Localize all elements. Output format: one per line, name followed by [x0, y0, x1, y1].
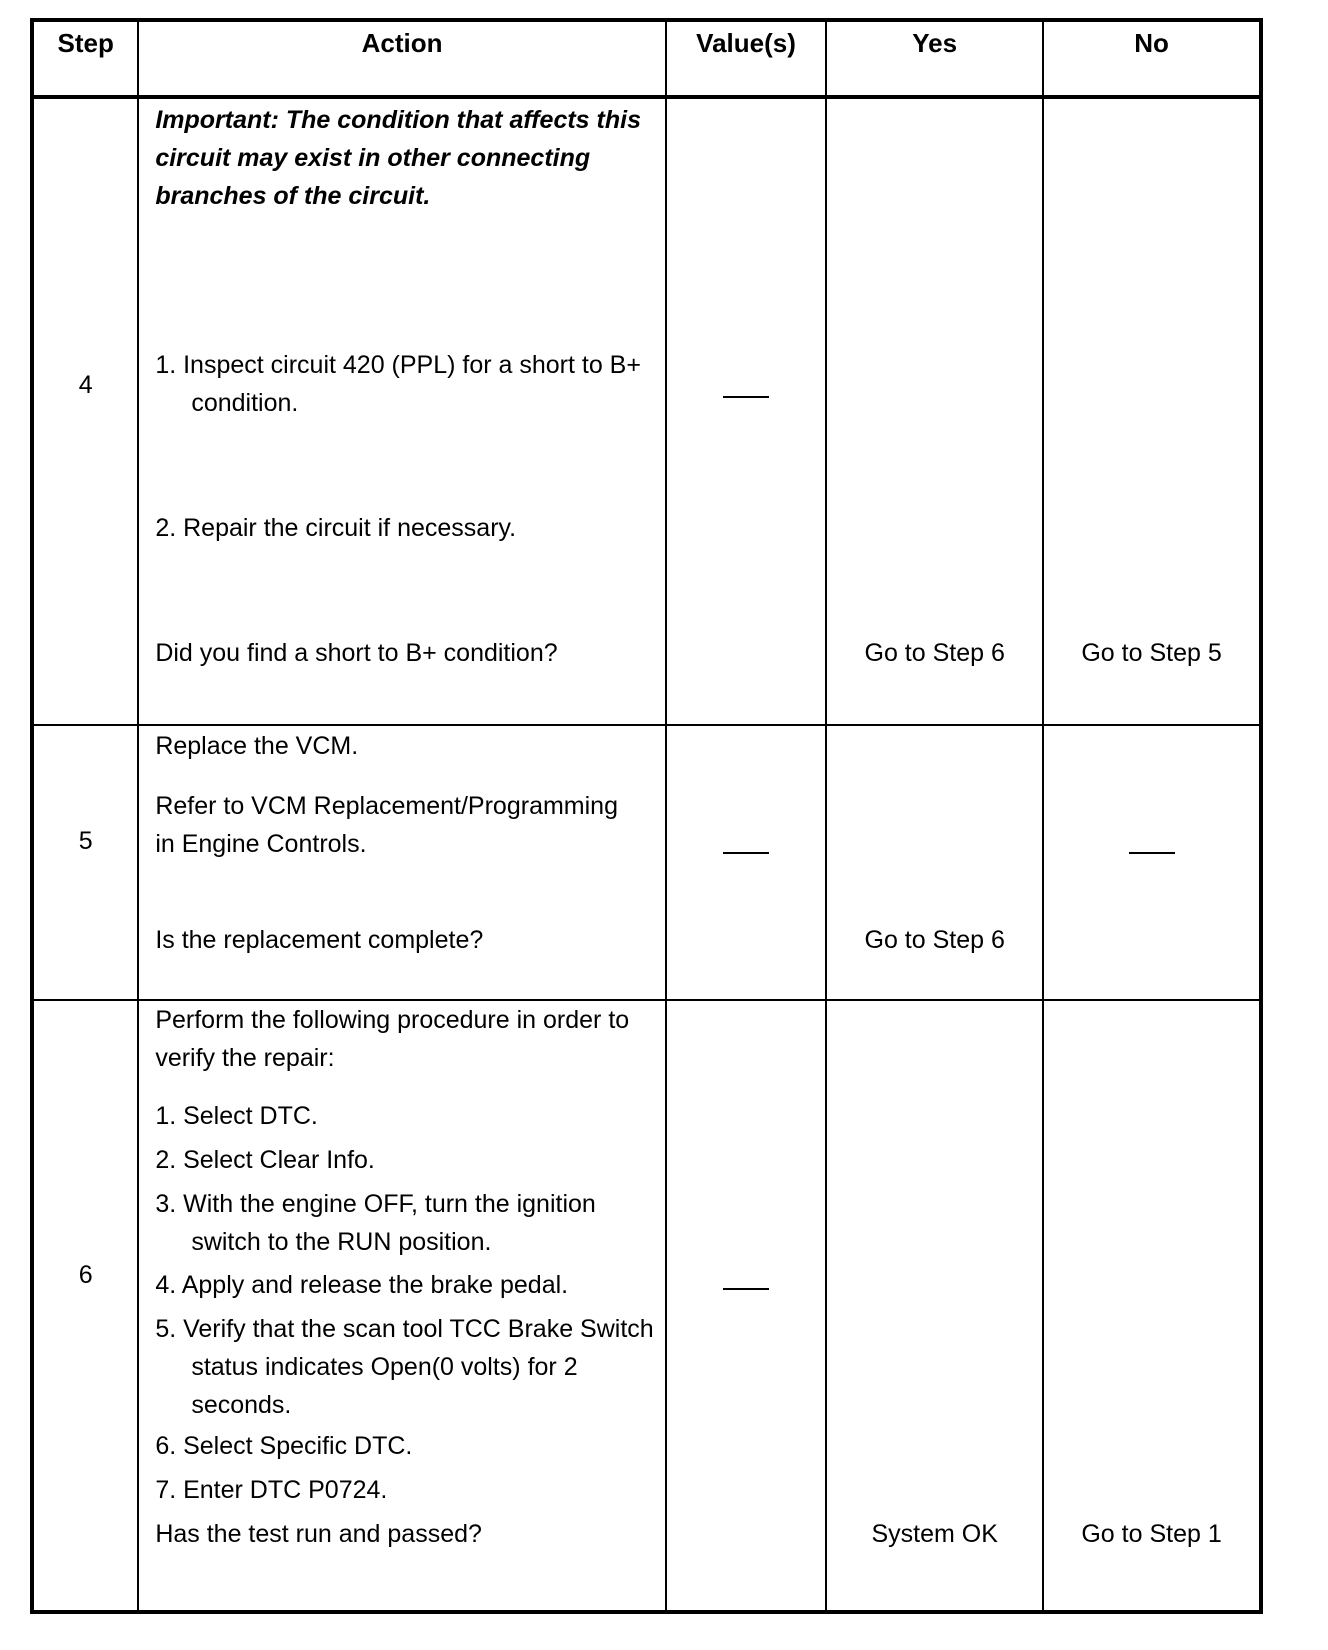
table-row	[32, 97, 1261, 725]
no-cell	[1043, 725, 1261, 1000]
step-cell	[32, 97, 138, 725]
value-cell	[666, 725, 827, 1000]
action-item: 7. Enter DTC P0724.	[155, 1476, 388, 1504]
header-no: No	[1043, 20, 1261, 97]
header-yes: Yes	[826, 20, 1043, 97]
no-result-dash	[1129, 852, 1175, 854]
step-number: 6	[78, 1261, 93, 1289]
no-result: Go to Step 5	[1081, 639, 1222, 667]
action-item: 5. Verify that the scan tool TCC Brake Switch status indicates Open(0 volts) for 2 seconds.	[155, 1315, 654, 1419]
yes-cell	[826, 97, 1043, 725]
action-cell	[138, 725, 665, 1000]
step-number: 4	[78, 371, 93, 399]
procedure-table	[30, 18, 1263, 1614]
action-item: 2. Select Clear Info.	[155, 1146, 375, 1174]
no-result: Go to Step 1	[1081, 1520, 1222, 1548]
question-text: Has the test run and passed?	[155, 1520, 482, 1548]
empty-value-dash	[723, 852, 769, 854]
step-cell	[32, 725, 138, 1000]
value-cell	[666, 1000, 827, 1612]
action-item: 1. Select DTC.	[155, 1102, 318, 1130]
action-item: 3. With the engine OFF, turn the ignition switch to the RUN position.	[155, 1190, 596, 1256]
header-step: Step	[32, 20, 138, 97]
yes-result: System OK	[871, 1520, 998, 1548]
action-cell	[138, 97, 665, 725]
action-item: 1. Inspect circuit 420 (PPL) for a short to B+ condition.	[155, 351, 641, 417]
action-cell	[138, 1000, 665, 1612]
question-text: Is the replacement complete?	[155, 926, 484, 954]
header-row	[32, 20, 1261, 97]
intro-text: Perform the following procedure in order to verify the repair:	[155, 1006, 630, 1072]
yes-cell	[826, 725, 1043, 1000]
action-item: 6. Select Specific DTC.	[155, 1432, 413, 1460]
no-cell	[1043, 1000, 1261, 1612]
table-row	[32, 1000, 1261, 1612]
value-cell	[666, 97, 827, 725]
yes-result: Go to Step 6	[864, 639, 1005, 667]
header-action: Action	[138, 20, 665, 97]
no-cell	[1043, 97, 1261, 725]
yes-cell	[826, 1000, 1043, 1612]
empty-value-dash	[723, 396, 769, 398]
step-cell	[32, 1000, 138, 1612]
header-values: Value(s)	[666, 20, 827, 97]
yes-result: Go to Step 6	[864, 926, 1005, 954]
action-line: Refer to VCM Replacement/Programming in Engine Controls.	[155, 792, 618, 858]
question-text: Did you find a short to B+ condition?	[155, 639, 558, 667]
action-item: 4. Apply and release the brake pedal.	[155, 1271, 569, 1299]
empty-value-dash	[723, 1288, 769, 1290]
step-number: 5	[78, 827, 93, 855]
action-line: Replace the VCM.	[155, 732, 359, 760]
table-row	[32, 725, 1261, 1000]
action-item: 2. Repair the circuit if necessary.	[155, 514, 517, 542]
important-note: Important: The condition that affects this circuit may exist in other connecting branches of the circuit.	[155, 106, 641, 210]
